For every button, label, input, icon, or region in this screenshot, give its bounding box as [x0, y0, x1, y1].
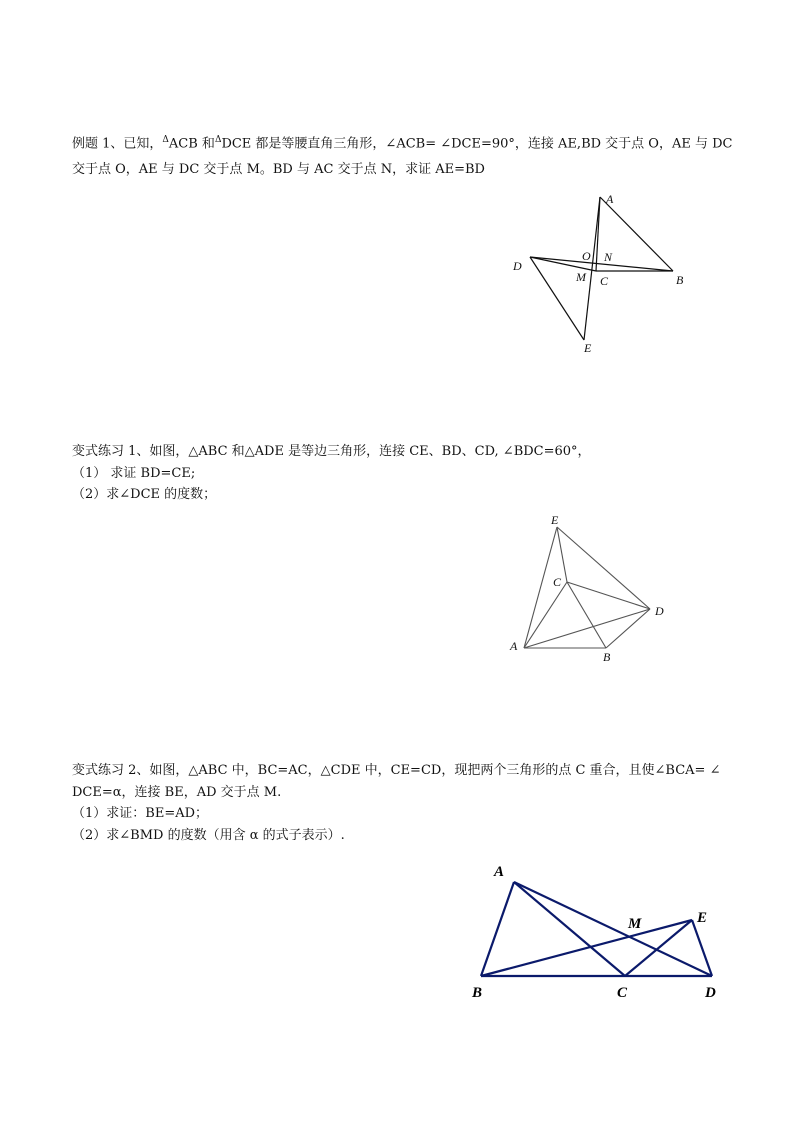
problem1-text-a: 例题 1、已知， [72, 136, 163, 152]
label-B: B [603, 650, 611, 664]
label-C: C [617, 985, 628, 1001]
problem1-text-c: 都是等腰直角三角形，∠ACB= ∠DCE=90°，连接 AE,BD 交于点 O，AE 与 DC [251, 136, 733, 152]
segment-BE [481, 920, 692, 976]
label-E: E [697, 910, 708, 926]
label-A: A [510, 639, 518, 653]
label-C: C [600, 274, 609, 288]
figure-3 [465, 855, 730, 1005]
variant2-q2: （2）求∠BMD 的度数（用含 α 的式子表示）. [72, 828, 345, 843]
segment-BA [481, 882, 514, 976]
variant1-q1: （1） 求证 BD=CE; [72, 466, 196, 481]
triangle-symbol: Δ [162, 135, 169, 145]
label-D: D [513, 259, 522, 273]
segment-BD [606, 609, 650, 648]
segment-AC [524, 582, 567, 648]
segment-AC [596, 197, 600, 271]
label-D: D [655, 604, 664, 618]
variant1-line1: 变式练习 1、如图，△ABC 和△ADE 是等边三角形，连接 CE、BD、CD, ∠BDC=60°， [72, 444, 591, 459]
label-E: E [584, 341, 592, 355]
label-N: N [604, 250, 613, 264]
segment-EC [557, 527, 567, 582]
label-B: B [472, 985, 483, 1001]
segment-DB [530, 257, 673, 271]
problem1-tri2: DCE [221, 136, 252, 152]
label-D: D [705, 985, 716, 1001]
segment-CD [567, 582, 650, 609]
label-A: A [494, 864, 505, 880]
label-B: B [676, 273, 684, 287]
figure-1 [500, 188, 700, 358]
problem1-line1 [72, 132, 732, 152]
label-C: C [553, 575, 562, 589]
label-E: E [551, 513, 559, 527]
variant2-line2: DCE=α，连接 BE，AD 交于点 M. [72, 785, 282, 800]
label-A: A [606, 192, 614, 206]
variant2-q1: （1）求证：BE=AD； [72, 806, 209, 821]
problem1-text-b: 和 [197, 136, 215, 152]
triangle-symbol: Δ [214, 135, 222, 145]
variant2-line1: 变式练习 2、如图，△ABC 中，BC=AC，△CDE 中，CE=CD，现把两个三角形的点 C 重合，且使∠BCA= ∠ [72, 763, 721, 778]
segment-CB [567, 582, 606, 648]
label-M: M [576, 270, 586, 284]
variant1-q2: （2）求∠DCE 的度数； [72, 487, 217, 502]
problem1-line2: 交于点 O，AE 与 DC 交于点 M。BD 与 AC 交于点 N，求证 AE=BD [72, 162, 485, 177]
figure-2 [505, 508, 680, 668]
label-M: M [628, 916, 642, 932]
segment-ED [557, 527, 650, 609]
label-O: O [582, 249, 591, 263]
problem1-tri1: ACB [168, 136, 198, 152]
